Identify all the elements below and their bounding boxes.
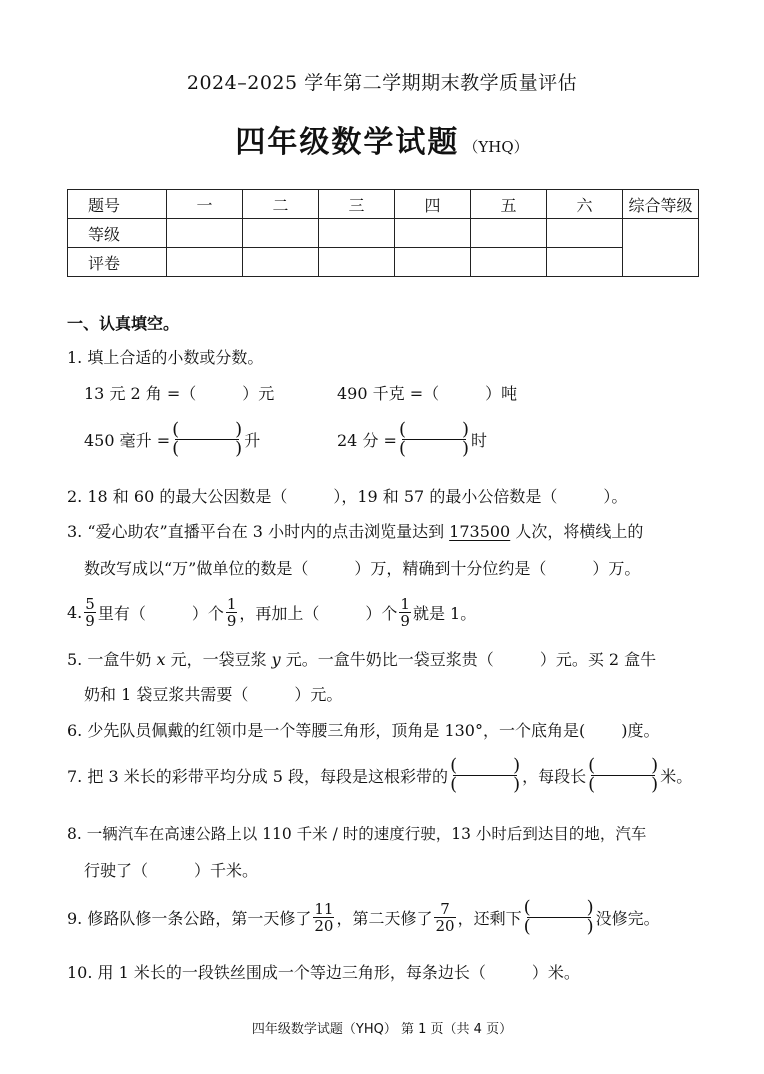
reviewer-cell[interactable] — [243, 248, 319, 277]
col-header-1: 一 — [167, 190, 243, 219]
q9: 9. 修路队修一条公路，第一天修了 $\frac{11}{20}$ ，第二天修了 $\frac{7}{20}$ ，还剩下 $\frac{( )}{( )}$ 没修完。 — [67, 897, 660, 937]
fraction: $\frac{1}{9}$ — [400, 595, 410, 630]
title-code: （YHQ） — [463, 138, 529, 156]
q4: 4. $\frac{5}{9}$ 里有（ ）个 $\frac{1}{9}$ ，再加上（ ）个 $\frac{1}{9}$ 就是 1。 — [67, 595, 477, 630]
q1-item-d: 24 分 = $\frac{( )}{( )}$ 时 — [337, 419, 488, 459]
q3-line1: 3. “爱心助农”直播平台在 3 小时内的点击浏览量达到 173500 人次，将横线上的 — [67, 522, 644, 541]
fraction: $\frac{5}{9}$ — [85, 595, 95, 630]
reviewer-cell[interactable] — [167, 248, 243, 277]
section-title: 一、认真填空。 — [67, 314, 180, 333]
col-header-3: 三 — [319, 190, 395, 219]
fraction-answer-blank[interactable]: $\frac{( )}{( )}$ — [450, 755, 521, 795]
col-header-2: 二 — [243, 190, 319, 219]
q8-line2: 行驶了（ ）千米。 — [84, 861, 259, 880]
col-header-overall: 综合等级 — [623, 190, 699, 219]
row-header-reviewer: 评卷 — [68, 248, 167, 277]
reviewer-cell[interactable] — [395, 248, 471, 277]
fraction-answer-blank[interactable]: $\frac{( )}{( )}$ — [523, 897, 594, 937]
exam-header: 2024–2025 学年第二学期期末教学质量评估 — [186, 72, 578, 94]
grade-cell[interactable] — [319, 219, 395, 248]
fraction-answer-blank[interactable]: $\frac{( )}{( )}$ — [588, 755, 659, 795]
fraction: $\frac{1}{9}$ — [226, 595, 237, 630]
table-row — [68, 248, 699, 277]
overall-grade-cell[interactable] — [623, 219, 699, 277]
underlined-number: 173500 — [449, 522, 511, 541]
q7: 7. 把 3 米长的彩带平均分成 5 段，每段是这根彩带的 $\frac{( )}{( )}$ ，每段长 $\frac{( )}{( )}$ 米。 — [67, 755, 693, 795]
table-row — [68, 190, 699, 219]
grade-cell[interactable] — [167, 219, 243, 248]
col-header-6: 六 — [547, 190, 623, 219]
q5-line2: 奶和 1 袋豆浆共需要（ ）元。 — [84, 685, 343, 704]
row-header-question-no: 题号 — [68, 190, 167, 219]
q1-label: 1. 填上合适的小数或分数。 — [67, 348, 264, 367]
q8-line1: 8. 一辆汽车在高速公路上以 110 千米 / 时的速度行驶，13 小时后到达目的地，汽车 — [67, 825, 647, 843]
q1-item-a: 13 元 2 角 =（ ）元 — [84, 384, 275, 403]
row-header-grade: 等级 — [68, 219, 167, 248]
fraction: $\frac{7}{20}$ — [435, 900, 455, 935]
reviewer-cell[interactable] — [547, 248, 623, 277]
q6: 6. 少先队员佩戴的红领巾是一个等腰三角形，顶角是 130°，一个底角是( )度。 — [67, 721, 660, 740]
q5-line1: 5. 一盒牛奶 x 元，一袋豆浆 y 元。一盒牛奶比一袋豆浆贵（ ）元。买 2 盒牛 — [67, 650, 657, 669]
q10: 10. 用 1 米长的一段铁丝围成一个等边三角形，每条边长（ ）米。 — [67, 963, 580, 982]
q2: 2. 18 和 60 的最大公因数是（ ），19 和 57 的最小公倍数是（ ）。 — [67, 487, 628, 506]
col-header-5: 五 — [471, 190, 547, 219]
reviewer-cell[interactable] — [471, 248, 547, 277]
fraction-answer-blank[interactable]: $\frac{( )}{( )}$ — [172, 419, 243, 459]
grade-cell[interactable] — [395, 219, 471, 248]
page-footer: 四年级数学试题（YHQ） 第 1 页（共 4 页） — [251, 1022, 513, 1037]
q1-item-b: 490 千克 =（ ）吨 — [337, 384, 518, 403]
table-row — [68, 219, 699, 248]
fraction-answer-blank[interactable]: $\frac{( )}{( )}$ — [398, 419, 470, 459]
grade-cell[interactable] — [243, 219, 319, 248]
fraction: $\frac{11}{20}$ — [314, 900, 334, 935]
grade-cell[interactable] — [547, 219, 623, 248]
reviewer-cell[interactable] — [319, 248, 395, 277]
score-table — [67, 189, 699, 277]
col-header-4: 四 — [395, 190, 471, 219]
title-text: 四年级数学试题 — [235, 125, 460, 160]
q1-item-c: 450 毫升 = $\frac{( )}{( )}$ 升 — [84, 419, 261, 459]
exam-title — [0, 117, 764, 161]
q3-line2: 数改写成以“万”做单位的数是（ ）万，精确到十分位约是（ ）万。 — [84, 559, 641, 578]
grade-cell[interactable] — [471, 219, 547, 248]
